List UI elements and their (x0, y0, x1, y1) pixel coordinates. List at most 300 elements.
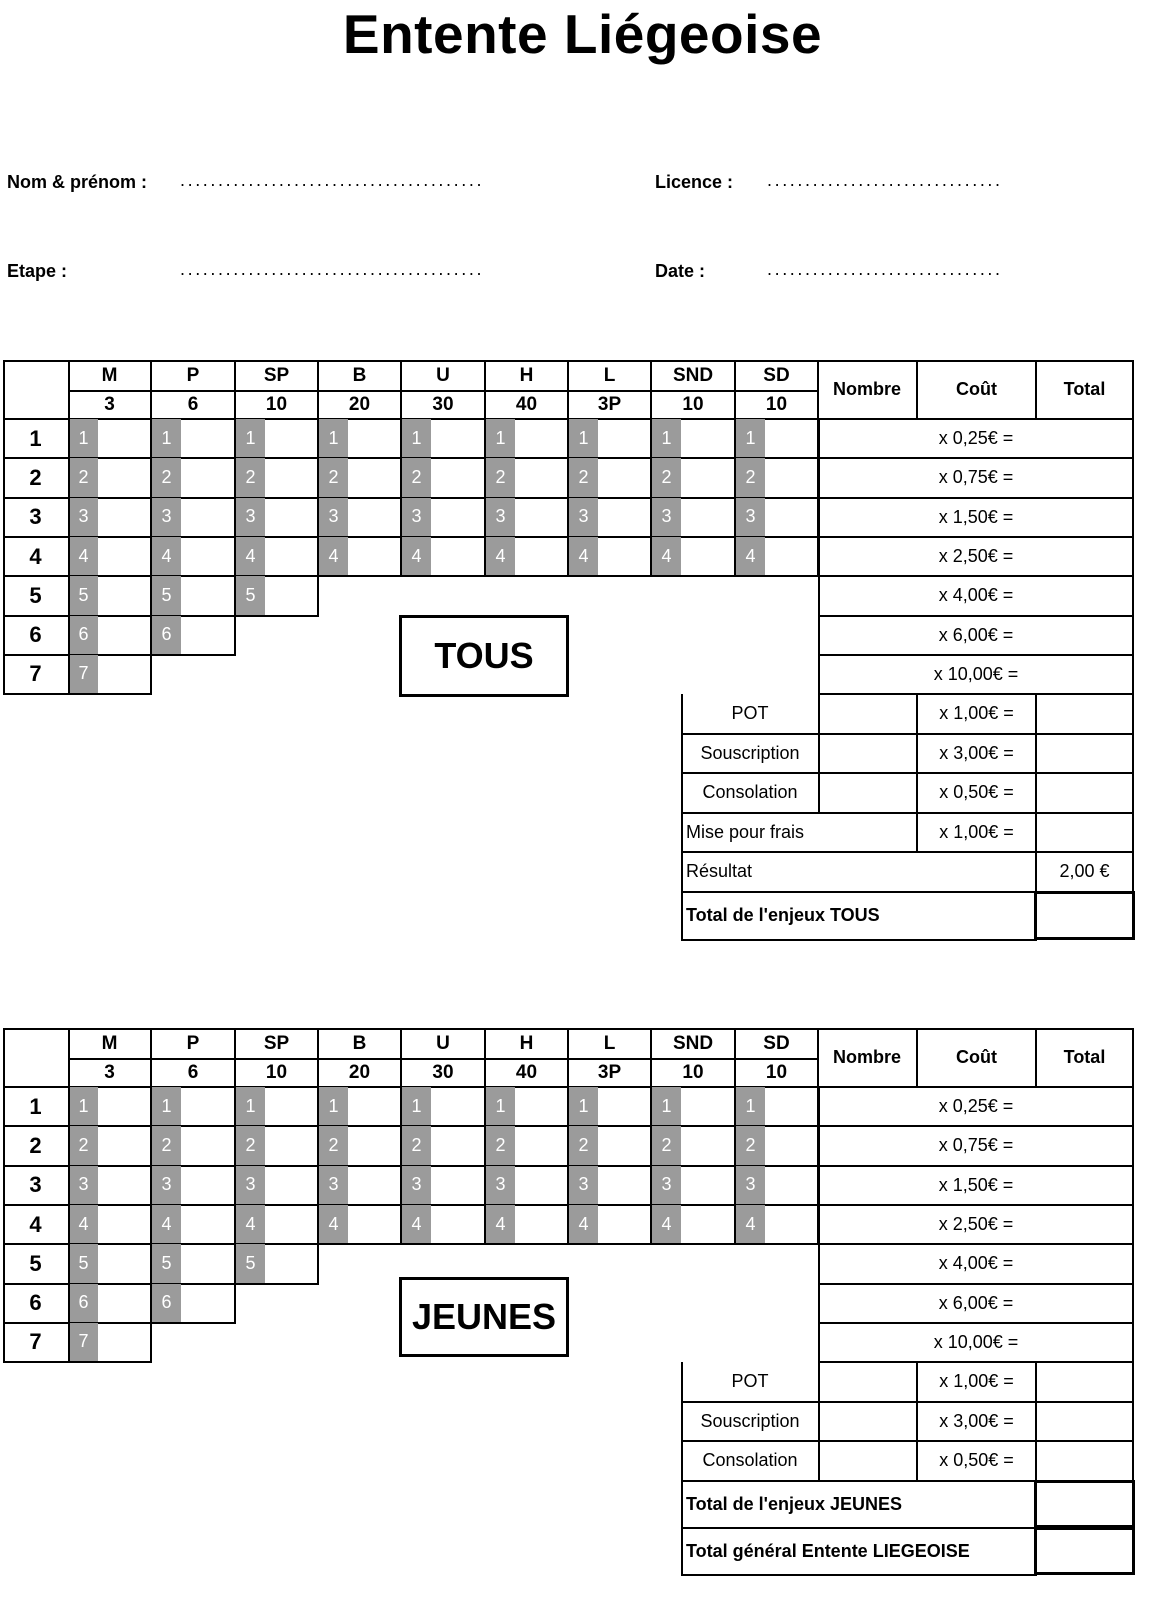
cell-number-2[interactable]: 2 (495, 466, 506, 487)
grid-line (1132, 360, 1134, 419)
cost-row-1: x 0,25€ = (938, 428, 1014, 449)
grid-line (3, 1243, 819, 1245)
cell-number-5[interactable]: 5 (161, 1252, 172, 1273)
cell-number-1[interactable]: 1 (161, 1095, 172, 1116)
grid-line (3, 1126, 5, 1166)
grid-line (234, 458, 236, 498)
grand-total-field[interactable] (1034, 1527, 1135, 1575)
cell-number-3[interactable]: 3 (78, 1174, 89, 1195)
grid-line (3, 1284, 5, 1324)
grid-line (1132, 1441, 1134, 1482)
grid-line (3, 1087, 5, 1127)
cell-number-3[interactable]: 3 (745, 506, 756, 527)
grid-line (68, 616, 70, 656)
date-label: Date : (655, 261, 706, 281)
extra-total-field[interactable] (1037, 773, 1132, 813)
grid-line (234, 1166, 236, 1206)
grid-line (734, 458, 736, 498)
column-code-l: L (603, 1032, 616, 1054)
grid-line (567, 419, 569, 459)
cell-number-2[interactable]: 2 (161, 466, 172, 487)
cost-row-2: x 0,75€ = (938, 1135, 1014, 1156)
cell-number-1[interactable]: 1 (495, 1095, 506, 1116)
grid-line (400, 498, 402, 538)
grid-line (650, 498, 652, 538)
mise-cost: x 1,00€ = (939, 821, 1014, 842)
cost-row-2: x 0,75€ = (938, 467, 1014, 488)
cell-number-5[interactable]: 5 (78, 1252, 89, 1273)
grid-line (150, 1166, 152, 1206)
cell-number-3[interactable]: 3 (745, 1174, 756, 1195)
grid-line (734, 1166, 736, 1206)
cell-number-2[interactable]: 2 (328, 1134, 339, 1155)
column-code-snd: SND (672, 1032, 714, 1054)
grid-line (68, 1244, 70, 1284)
grid-line (234, 1087, 236, 1127)
cell-number-4[interactable]: 4 (495, 1213, 506, 1234)
extra-label-souscription: Souscription (700, 1410, 800, 1431)
cell-number-2[interactable]: 2 (661, 1134, 672, 1155)
grid-line (150, 1284, 152, 1324)
column-code-p: P (186, 364, 200, 386)
grid-line (234, 616, 236, 656)
cell-number-2[interactable]: 2 (78, 1134, 89, 1155)
grid-line (68, 1126, 70, 1166)
grid-line (317, 1244, 319, 1284)
grid-line (681, 1528, 683, 1576)
cell-number-2[interactable]: 2 (411, 1134, 422, 1155)
cell-number-3[interactable]: 3 (578, 1174, 589, 1195)
cell-number-3[interactable]: 3 (328, 506, 339, 527)
cell-number-4[interactable]: 4 (245, 545, 256, 566)
grid-line (734, 498, 736, 538)
grid-line (818, 1362, 820, 1403)
grid-line (68, 1323, 70, 1363)
column-code-h: H (519, 364, 534, 386)
column-code-b: B (352, 364, 367, 386)
grid-line (681, 892, 683, 941)
cell-number-4[interactable]: 4 (411, 545, 422, 566)
cell-number-3[interactable]: 3 (495, 506, 506, 527)
grid-line (734, 419, 736, 459)
cost-row-4: x 2,50€ = (938, 1214, 1014, 1235)
grid-line (68, 498, 70, 538)
row-label-2: 2 (29, 464, 42, 490)
grid-line (1132, 1028, 1134, 1087)
total-tous-field[interactable] (1034, 891, 1135, 940)
cell-number-4[interactable]: 4 (578, 1213, 589, 1234)
cell-number-2[interactable]: 2 (78, 466, 89, 487)
cell-number-2[interactable]: 2 (245, 1134, 256, 1155)
extra-label-pot: POT (731, 703, 769, 724)
cost-row-6: x 6,00€ = (938, 1292, 1014, 1313)
column-value-sd: 10 (765, 393, 788, 415)
grid-line (3, 537, 5, 577)
cell-number-7[interactable]: 7 (78, 663, 89, 684)
grid-line (234, 537, 236, 577)
grid-line (400, 1087, 402, 1127)
grid-line (567, 1205, 569, 1245)
grid-line (317, 419, 319, 459)
cell-number-2[interactable]: 2 (745, 1134, 756, 1155)
grid-line (567, 1087, 569, 1127)
section-label-box: TOUS (399, 615, 569, 697)
grid-line (818, 773, 820, 814)
grid-line (3, 655, 5, 695)
grid-line (484, 498, 486, 538)
cell-number-3[interactable]: 3 (411, 1174, 422, 1195)
nom-label: Nom & prénom : (7, 172, 148, 192)
header-cout: Coût (956, 1046, 997, 1067)
cell-number-6[interactable]: 6 (161, 1292, 172, 1313)
grid-line (3, 360, 5, 419)
column-value-b: 20 (348, 1061, 371, 1083)
row-label-3: 3 (29, 504, 42, 530)
column-code-sp: SP (263, 1032, 290, 1054)
grid-line (1132, 773, 1134, 814)
grid-line (150, 537, 152, 577)
grid-line (317, 458, 319, 498)
grid-line (150, 655, 152, 695)
column-code-m: M (101, 364, 118, 386)
licence-field[interactable]: ............................... (767, 170, 1003, 190)
extra-total-field[interactable] (1037, 1362, 1132, 1402)
date-field[interactable]: ............................... (767, 259, 1003, 279)
grid-line (317, 1205, 319, 1245)
grid-line (234, 576, 236, 616)
grid-line (317, 1166, 319, 1206)
grand-total-label: Total général Entente LIEGEOISE (686, 1540, 970, 1561)
grid-line (400, 1126, 402, 1166)
column-value-u: 30 (432, 1061, 454, 1083)
grid-line (1132, 1362, 1134, 1403)
cell-number-1[interactable]: 1 (245, 1095, 256, 1116)
column-value-snd: 10 (682, 1061, 704, 1083)
grid-line (1132, 813, 1134, 854)
row-label-7: 7 (29, 661, 42, 687)
cell-number-7[interactable]: 7 (78, 1331, 89, 1352)
grid-line (3, 575, 819, 577)
extra-cost-consolation: x 0,50€ = (939, 1450, 1014, 1471)
grid-line (1132, 1402, 1134, 1443)
grid-line (150, 458, 152, 498)
grid-line (734, 1126, 736, 1166)
cell-number-1[interactable]: 1 (328, 427, 339, 448)
column-value-u: 30 (432, 393, 454, 415)
grid-line (567, 458, 569, 498)
cell-number-1[interactable]: 1 (661, 427, 672, 448)
column-value-sp: 10 (265, 1061, 288, 1083)
cost-row-7: x 10,00€ = (933, 1331, 1019, 1352)
extra-cost-pot: x 1,00€ = (939, 1371, 1014, 1392)
grid-line (818, 694, 820, 735)
grid-line (317, 1087, 319, 1127)
grid-line (484, 1205, 486, 1245)
cell-number-4[interactable]: 4 (161, 1213, 172, 1234)
column-code-u: U (436, 1032, 450, 1054)
cell-number-3[interactable]: 3 (411, 506, 422, 527)
cell-number-2[interactable]: 2 (245, 466, 256, 487)
cell-number-1[interactable]: 1 (161, 427, 172, 448)
mise-label: Mise pour frais (686, 821, 805, 842)
grid-line (150, 419, 152, 459)
cell-number-3[interactable]: 3 (495, 1174, 506, 1195)
grid-line (484, 458, 486, 498)
grid-line (1132, 694, 1134, 735)
cell-number-4[interactable]: 4 (328, 545, 339, 566)
column-code-sp: SP (263, 364, 290, 386)
grid-line (68, 1166, 70, 1206)
extra-label-consolation: Consolation (702, 782, 798, 803)
grid-line (150, 498, 152, 538)
cell-number-3[interactable]: 3 (161, 506, 172, 527)
cell-number-1[interactable]: 1 (578, 1095, 589, 1116)
cell-number-6[interactable]: 6 (78, 624, 89, 645)
grid-line (650, 419, 652, 459)
grid-line (484, 537, 486, 577)
extra-total-field[interactable] (1037, 694, 1132, 734)
grid-line (400, 1166, 402, 1206)
grid-line (484, 1087, 486, 1127)
grid-line (734, 1087, 736, 1127)
cell-number-1[interactable]: 1 (661, 1095, 672, 1116)
cell-number-5[interactable]: 5 (161, 584, 172, 605)
grid-line (150, 1323, 152, 1363)
cell-number-3[interactable]: 3 (161, 1174, 172, 1195)
cell-number-3[interactable]: 3 (245, 506, 256, 527)
cost-row-6: x 6,00€ = (938, 624, 1014, 645)
cost-row-5: x 4,00€ = (938, 1253, 1014, 1274)
grid-line (734, 1205, 736, 1245)
grid-line (650, 1205, 652, 1245)
column-value-m: 3 (104, 1061, 115, 1083)
column-value-h: 40 (515, 1061, 538, 1083)
grid-line (3, 419, 5, 459)
grid-line (3, 1166, 5, 1206)
cell-number-4[interactable]: 4 (745, 545, 756, 566)
resultat-value: 2,00 € (1059, 861, 1110, 882)
column-value-sd: 10 (765, 1061, 788, 1083)
cell-number-4[interactable]: 4 (328, 1213, 339, 1234)
grid-line (68, 1284, 70, 1324)
grid-line (234, 1205, 236, 1245)
row-label-1: 1 (29, 1093, 42, 1119)
column-code-b: B (352, 1032, 367, 1054)
total-jeunes-field[interactable] (1034, 1480, 1135, 1528)
grid-line (400, 537, 402, 577)
column-value-h: 40 (515, 393, 538, 415)
header-total: Total (1063, 378, 1106, 399)
grid-line (150, 1205, 152, 1245)
cell-number-4[interactable]: 4 (661, 1213, 672, 1234)
cell-number-3[interactable]: 3 (661, 1174, 672, 1195)
cell-number-5[interactable]: 5 (245, 584, 256, 605)
grid-line (818, 734, 820, 775)
row-label-4: 4 (29, 1211, 42, 1237)
header-total: Total (1063, 1046, 1106, 1067)
cell-number-1[interactable]: 1 (745, 427, 756, 448)
grid-line (234, 1126, 236, 1166)
cell-number-5[interactable]: 5 (78, 584, 89, 605)
column-value-p: 6 (187, 393, 199, 415)
cell-number-3[interactable]: 3 (245, 1174, 256, 1195)
cell-number-1[interactable]: 1 (745, 1095, 756, 1116)
cell-number-2[interactable]: 2 (411, 466, 422, 487)
grid-line (3, 1244, 5, 1284)
grid-line (567, 1126, 569, 1166)
grid-line (484, 1126, 486, 1166)
column-value-m: 3 (104, 393, 115, 415)
cell-number-1[interactable]: 1 (411, 1095, 422, 1116)
extra-label-pot: POT (731, 1371, 769, 1392)
cell-number-3[interactable]: 3 (578, 506, 589, 527)
grid-line (317, 1126, 319, 1166)
total-jeunes-label: Total de l'enjeux JEUNES (686, 1493, 902, 1514)
grid-line (234, 419, 236, 459)
grid-line (650, 1126, 652, 1166)
grid-line (68, 1087, 70, 1127)
licence-label: Licence : (655, 172, 734, 192)
grid-line (567, 537, 569, 577)
grid-line (681, 813, 683, 854)
grid-line (1132, 734, 1134, 775)
cell-number-4[interactable]: 4 (578, 545, 589, 566)
grid-line (3, 576, 5, 616)
page-title: Entente Liégeoise (342, 3, 823, 65)
cell-number-4[interactable]: 4 (161, 545, 172, 566)
grid-line (400, 1205, 402, 1245)
header-nombre: Nombre (832, 1046, 901, 1067)
column-code-l: L (603, 364, 616, 386)
cell-number-2[interactable]: 2 (745, 466, 756, 487)
column-code-m: M (101, 1032, 118, 1054)
cell-number-2[interactable]: 2 (578, 466, 589, 487)
extra-cost-consolation: x 0,50€ = (939, 782, 1014, 803)
extra-label-consolation: Consolation (702, 1450, 798, 1471)
grid-line (234, 1284, 236, 1324)
extra-cost-pot: x 1,00€ = (939, 703, 1014, 724)
cell-number-6[interactable]: 6 (78, 1292, 89, 1313)
grid-line (3, 693, 152, 695)
grid-line (68, 576, 70, 616)
grid-line (400, 419, 402, 459)
resultat-label: Résultat (686, 861, 753, 882)
grid-line (818, 1402, 820, 1443)
grid-line (68, 537, 70, 577)
grid-line (484, 419, 486, 459)
cell-number-2[interactable]: 2 (495, 1134, 506, 1155)
grid-line (3, 616, 5, 656)
grid-line (234, 1244, 236, 1284)
grid-line (150, 616, 152, 656)
cell-number-2[interactable]: 2 (328, 466, 339, 487)
row-label-5: 5 (29, 1250, 42, 1276)
cell-number-1[interactable]: 1 (411, 427, 422, 448)
extra-total-field[interactable] (1037, 734, 1132, 774)
cell-number-4[interactable]: 4 (78, 1213, 89, 1234)
grid-line (484, 1166, 486, 1206)
cell-number-1[interactable]: 1 (245, 427, 256, 448)
grid-line (68, 1205, 70, 1245)
column-code-sd: SD (763, 364, 790, 386)
grid-line (3, 1028, 5, 1087)
cell-number-4[interactable]: 4 (78, 545, 89, 566)
header-nombre: Nombre (832, 378, 901, 399)
grid-line (3, 1205, 5, 1245)
cost-row-3: x 1,50€ = (938, 1174, 1014, 1195)
column-value-p: 6 (187, 1061, 199, 1083)
grid-line (68, 458, 70, 498)
grid-line (3, 1323, 5, 1363)
grid-line (567, 498, 569, 538)
row-label-5: 5 (29, 582, 42, 608)
cost-row-4: x 2,50€ = (938, 546, 1014, 567)
cell-number-1[interactable]: 1 (328, 1095, 339, 1116)
extra-total-field[interactable] (1037, 1441, 1132, 1481)
nom-field[interactable]: ........................................ (180, 170, 485, 190)
cell-number-4[interactable]: 4 (411, 1213, 422, 1234)
etape-field[interactable]: ........................................ (180, 259, 485, 279)
row-label-6: 6 (29, 1290, 42, 1316)
grid-line (317, 498, 319, 538)
grid-line (650, 1087, 652, 1127)
column-code-u: U (436, 364, 450, 386)
cell-number-4[interactable]: 4 (245, 1213, 256, 1234)
cost-row-3: x 1,50€ = (938, 506, 1014, 527)
cell-number-2[interactable]: 2 (578, 1134, 589, 1155)
grid-line (650, 537, 652, 577)
cell-number-1[interactable]: 1 (78, 1095, 89, 1116)
grid-line (234, 498, 236, 538)
cell-number-3[interactable]: 3 (78, 506, 89, 527)
row-label-6: 6 (29, 622, 42, 648)
column-value-sp: 10 (265, 393, 288, 415)
etape-label: Etape : (7, 261, 68, 281)
cell-number-1[interactable]: 1 (495, 427, 506, 448)
cell-number-4[interactable]: 4 (745, 1213, 756, 1234)
cell-number-3[interactable]: 3 (328, 1174, 339, 1195)
cell-number-6[interactable]: 6 (161, 624, 172, 645)
cell-number-5[interactable]: 5 (245, 1252, 256, 1273)
cell-number-3[interactable]: 3 (661, 506, 672, 527)
row-label-3: 3 (29, 1172, 42, 1198)
grid-line (317, 576, 319, 616)
grid-line (68, 655, 70, 695)
column-code-sd: SD (763, 1032, 790, 1054)
cell-number-4[interactable]: 4 (495, 545, 506, 566)
grid-line (650, 1166, 652, 1206)
cell-number-4[interactable]: 4 (661, 545, 672, 566)
grid-line (681, 1481, 683, 1529)
grid-line (3, 498, 5, 538)
grid-line (650, 458, 652, 498)
cell-number-2[interactable]: 2 (661, 466, 672, 487)
cell-number-2[interactable]: 2 (161, 1134, 172, 1155)
extra-total-field[interactable] (1037, 1402, 1132, 1442)
section-label-box: JEUNES (399, 1277, 569, 1357)
column-value-l: 3P (597, 393, 622, 415)
grid-line (68, 419, 70, 459)
cost-row-1: x 0,25€ = (938, 1096, 1014, 1117)
cell-number-1[interactable]: 1 (78, 427, 89, 448)
row-label-1: 1 (29, 425, 42, 451)
grid-line (681, 852, 683, 893)
column-code-p: P (186, 1032, 200, 1054)
grid-line (1035, 813, 1037, 854)
grid-line (3, 458, 5, 498)
row-label-4: 4 (29, 543, 42, 569)
cell-number-1[interactable]: 1 (578, 427, 589, 448)
